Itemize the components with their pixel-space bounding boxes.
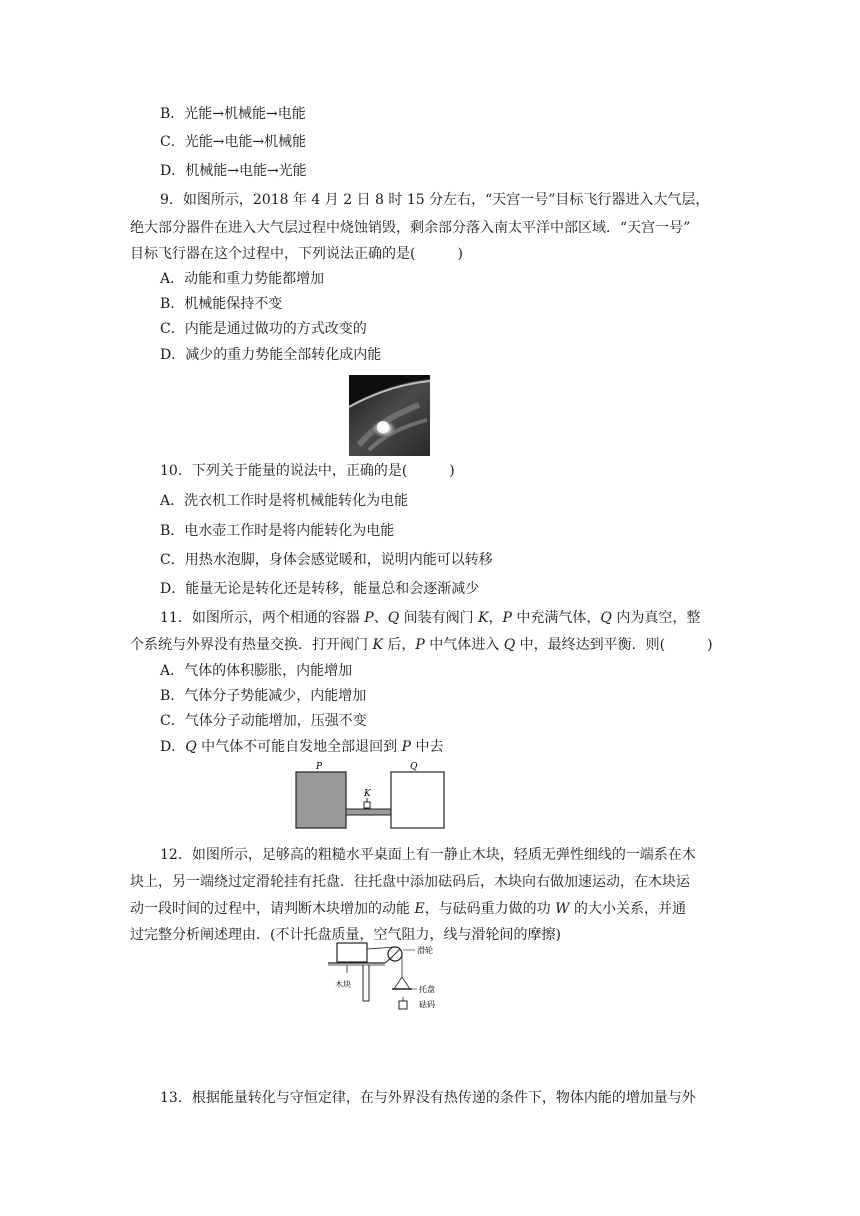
q11-option-d: D．Q 中气体不可能自发地全部退回到 P 中去 bbox=[160, 739, 444, 755]
q12-stem-line4: 过完整分析阐述理由．(不计托盘质量，空气阻力，线与滑轮间的摩擦) bbox=[130, 927, 561, 943]
label-weight: 砝码 bbox=[419, 1000, 435, 1009]
q9-option-b: B．机械能保持不变 bbox=[160, 296, 283, 312]
label-p: P bbox=[316, 762, 323, 772]
container-q bbox=[391, 772, 444, 828]
label-block: 木块 bbox=[335, 980, 351, 989]
q10-option-d: D．能量无论是转化还是转移，能量总和会逐渐减少 bbox=[160, 581, 480, 597]
label-q: Q bbox=[410, 762, 418, 772]
q11-stem-line2: 个系统与外界没有热量交换．打开阀门 K 后，P 中气体进入 Q 中，最终达到平衡．则( ) bbox=[130, 637, 713, 653]
q10-option-c: C．用热水泡脚，身体会感觉暖和，说明内能可以转移 bbox=[160, 552, 493, 568]
q9-option-a: A．动能和重力势能都增加 bbox=[160, 271, 325, 287]
q12-stem-line2: 块上，另一端绕过定滑轮挂有托盘．往托盘中添加砝码后，木块向右做加速运动，在木块运 bbox=[130, 874, 690, 890]
q13-stem-line1: 13．根据能量转化与守恒定律，在与外界没有热传递的条件下，物体内能的增加量与外 bbox=[160, 1090, 696, 1106]
q10-option-a: A．洗衣机工作时是将机械能转化为电能 bbox=[160, 493, 409, 509]
label-pulley: 滑轮 bbox=[417, 946, 433, 955]
q10-option-b: B．电水壶工作时是将内能转化为电能 bbox=[160, 523, 395, 539]
label-k: K bbox=[364, 789, 371, 799]
valve-k bbox=[364, 802, 370, 808]
q12-stem-line3: 动一段时间的过程中，请判断木块增加的动能 E，与砝码重力做的功 W 的大小关系，并通 bbox=[130, 901, 686, 917]
q9-stem-line3: 目标飞行器在这个过程中，下列说法正确的是( ) bbox=[130, 246, 463, 262]
q8-option-c: C．光能→电能→机械能 bbox=[160, 134, 307, 150]
container-p bbox=[296, 772, 346, 828]
q9-option-d: D．减少的重力势能全部转化成内能 bbox=[160, 347, 382, 363]
reentry-photo bbox=[349, 375, 430, 456]
q11-option-b: B．气体分子势能减少，内能增加 bbox=[160, 688, 367, 704]
label-tray: 托盘 bbox=[419, 985, 435, 994]
q12-stem-line1: 12．如图所示，足够高的粗糙水平桌面上有一静止木块，轻质无弹性细线的一端系在木 bbox=[160, 847, 696, 863]
q8-option-b: B．光能→机械能→电能 bbox=[160, 106, 306, 122]
q9-stem-line1: 9．如图所示，2018 年 4 月 2 日 8 时 15 分左右，“天宫一号”目标飞行器进入大气层， bbox=[160, 192, 710, 208]
q8-option-d: D．机械能→电能→光能 bbox=[160, 163, 307, 179]
q11-option-a: A．气体的体积膨胀，内能增加 bbox=[160, 663, 353, 679]
q11-stem-line1: 11．如图所示，两个相通的容器 P、Q 间装有阀门 K，P 中充满气体，Q 内为真空，整 bbox=[160, 610, 701, 626]
weight bbox=[399, 1001, 407, 1009]
connecting-pipe bbox=[346, 809, 391, 815]
q9-option-c: C．内能是通过做功的方式改变的 bbox=[160, 321, 367, 337]
block bbox=[337, 943, 367, 962]
q11-option-c: C．气体分子动能增加，压强不变 bbox=[160, 713, 367, 729]
q10-stem: 10．下列关于能量的说法中，正确的是( ) bbox=[160, 463, 455, 479]
containers-diagram bbox=[290, 760, 450, 832]
pulley-diagram bbox=[325, 935, 445, 1015]
q9-stem-line2: 绝大部分器件在进入大气层过程中烧蚀销毁，剩余部分落入南太平洋中部区域．“天宫一号” bbox=[130, 220, 691, 236]
